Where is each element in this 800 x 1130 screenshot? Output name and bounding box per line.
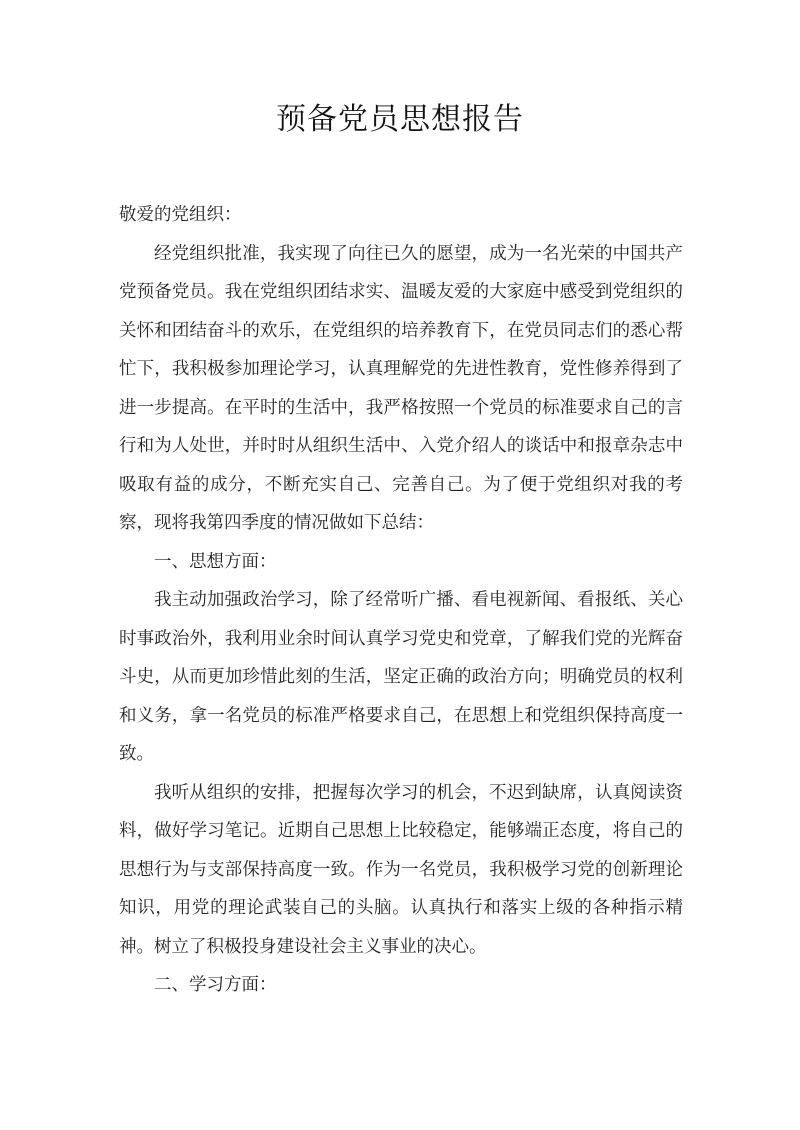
paragraph-thought-2: 我听从组织的安排，把握每次学习的机会，不迟到缺席，认真阅读资料，做好学习笔记。近期自己思想上比较稳定，能够端正态度，将自己的思想行为与支部保持高度一致。作为一名党员，我积极学习党的创新理论知识，用党的理论武装自己的头脑。认真执行和落实上级的各种指示精神。树立了积极投身建设社会主义事业的决心。	[119, 782, 683, 957]
document-title: 预备党员思想报告	[276, 102, 524, 137]
section-heading-thought: 一、思想方面：	[154, 551, 277, 572]
document-body	[119, 196, 683, 1005]
paragraph-thought-1: 我主动加强政治学习，除了经常听广播、看电视新闻、看报纸、关心时事政治外，我利用业余时间认真学习党史和党章，了解我们党的光辉奋斗史，从而更加珍惜此刻的生活，坚定正确的政治方向；明确党员的权利和义务，拿一名党员的标准严格要求自己，在思想上和党组织保持高度一致。	[119, 590, 683, 764]
salutation: 敬爱的党组织：	[119, 205, 242, 225]
paragraph-intro: 经党组织批准，我实现了向往已久的愿望，成为一名光荣的中国共产党预备党员。我在党组织团结求实、温暖友爱的大家庭中感受到党组织的关怀和团结奋斗的欢乐，在党组织的培养教育下，在党员同志们的悉心帮忙下，我积极参加理论学习，认真理解党的先进性教育，党性修养得到了进一步提高。在平时的生活中，我严格按照一个党员的标准要求自己的言行和为人处世，并时时从组织生活中、入党介绍人的谈话中和报章杂志中吸取有益的成分，不断充实自己、完善自己。为了便于党组织对我的考察，现将我第四季度的情况做如下总结：	[119, 243, 683, 533]
section-heading-study: 二、学习方面：	[154, 975, 277, 995]
